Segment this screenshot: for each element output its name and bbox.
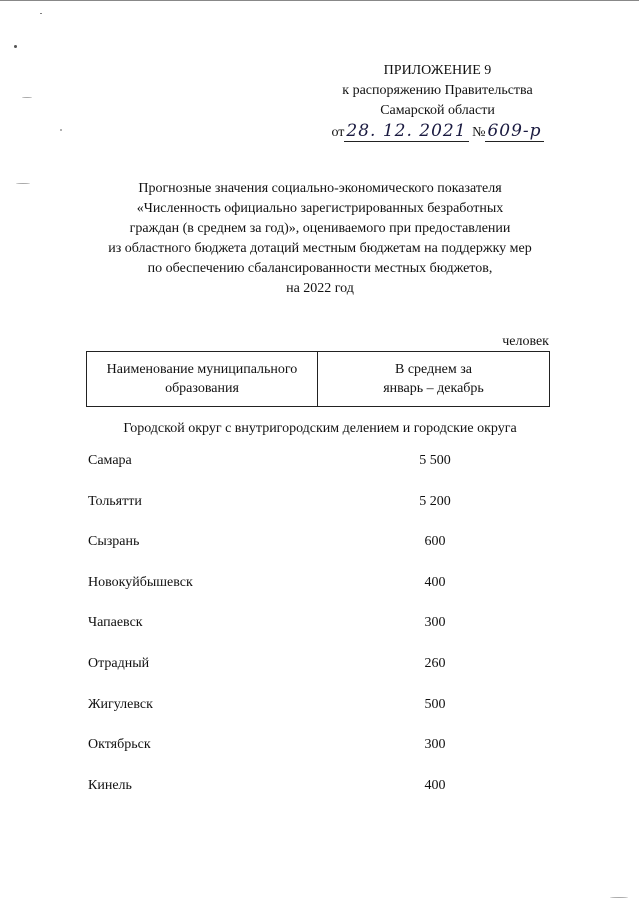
table-row	[88, 656, 528, 697]
municipality-name: Сызрань	[88, 534, 140, 550]
title-line: граждан (в среднем за год)», оцениваемого при предоставлении	[129, 221, 511, 236]
unemployed-value: 5 500	[419, 453, 451, 468]
municipality-name: Самара	[88, 453, 132, 468]
municipality-name: Тольятти	[88, 493, 142, 509]
order-date: 28. 12. 2021	[346, 121, 467, 141]
appendix-block	[330, 61, 545, 143]
table-row	[88, 615, 528, 656]
scan-speck	[40, 13, 42, 14]
unemployed-value: 260	[424, 655, 446, 671]
header-name-line-2: образования	[165, 381, 239, 396]
table-row	[88, 575, 528, 616]
table-row	[88, 697, 528, 738]
order-number-label: №	[472, 125, 486, 140]
title-line: из областного бюджета дотаций местным бюджетам на поддержку мер	[108, 241, 532, 256]
table-row	[88, 453, 528, 494]
appendix-title: ПРИЛОЖЕНИЕ 9	[383, 63, 492, 78]
municipality-name: Отрадный	[88, 655, 150, 671]
document-title	[60, 179, 580, 299]
table-row	[88, 778, 528, 819]
municipality-name: Чапаевск	[88, 615, 143, 631]
scan-speck	[16, 183, 30, 184]
title-line: по обеспечению сбалансированности местных бюджетов,	[147, 261, 493, 276]
table-body	[88, 453, 528, 818]
section-heading: Городской округ с внутригородским делением и городские округа	[123, 421, 517, 436]
table-row	[88, 737, 528, 778]
unemployed-value: 400	[424, 574, 446, 590]
municipality-name: Новокуйбышевск	[88, 574, 193, 590]
unemployed-value: 400	[424, 777, 446, 793]
unit-label: человек	[502, 334, 549, 349]
header-value-line-2: январь – декабрь	[383, 381, 484, 396]
municipality-name: Жигулевск	[88, 696, 153, 712]
scan-speck	[14, 45, 17, 48]
unemployed-value: 600	[424, 534, 446, 550]
unemployed-value: 300	[424, 737, 446, 753]
order-from-label: от	[331, 125, 345, 140]
header-name-cell	[87, 352, 318, 406]
unemployed-value: 500	[424, 696, 446, 712]
header-name-line-1: Наименование муниципального	[106, 362, 298, 377]
table-row	[88, 534, 528, 575]
title-line: «Численность официально зарегистрированных безработных	[136, 201, 504, 216]
appendix-line-2: Самарской области	[380, 103, 495, 118]
unemployed-value: 300	[424, 615, 446, 631]
order-line	[330, 121, 545, 143]
header-value-cell	[318, 352, 549, 406]
scan-speck	[22, 97, 32, 98]
order-number: 609-р	[487, 121, 542, 141]
header-value-line-1: В среднем за	[394, 362, 472, 377]
scan-speck	[60, 129, 62, 131]
unemployed-value: 5 200	[419, 493, 451, 509]
table-row	[88, 494, 528, 535]
scan-speck	[610, 897, 628, 898]
appendix-line-1: к распоряжению Правительства	[342, 83, 533, 98]
municipality-name: Кинель	[88, 777, 132, 793]
title-line: на 2022 год	[286, 281, 354, 296]
table-header	[86, 351, 550, 407]
municipality-name: Октябрьск	[88, 737, 151, 753]
title-line: Прогнозные значения социально-экономического показателя	[138, 181, 502, 196]
